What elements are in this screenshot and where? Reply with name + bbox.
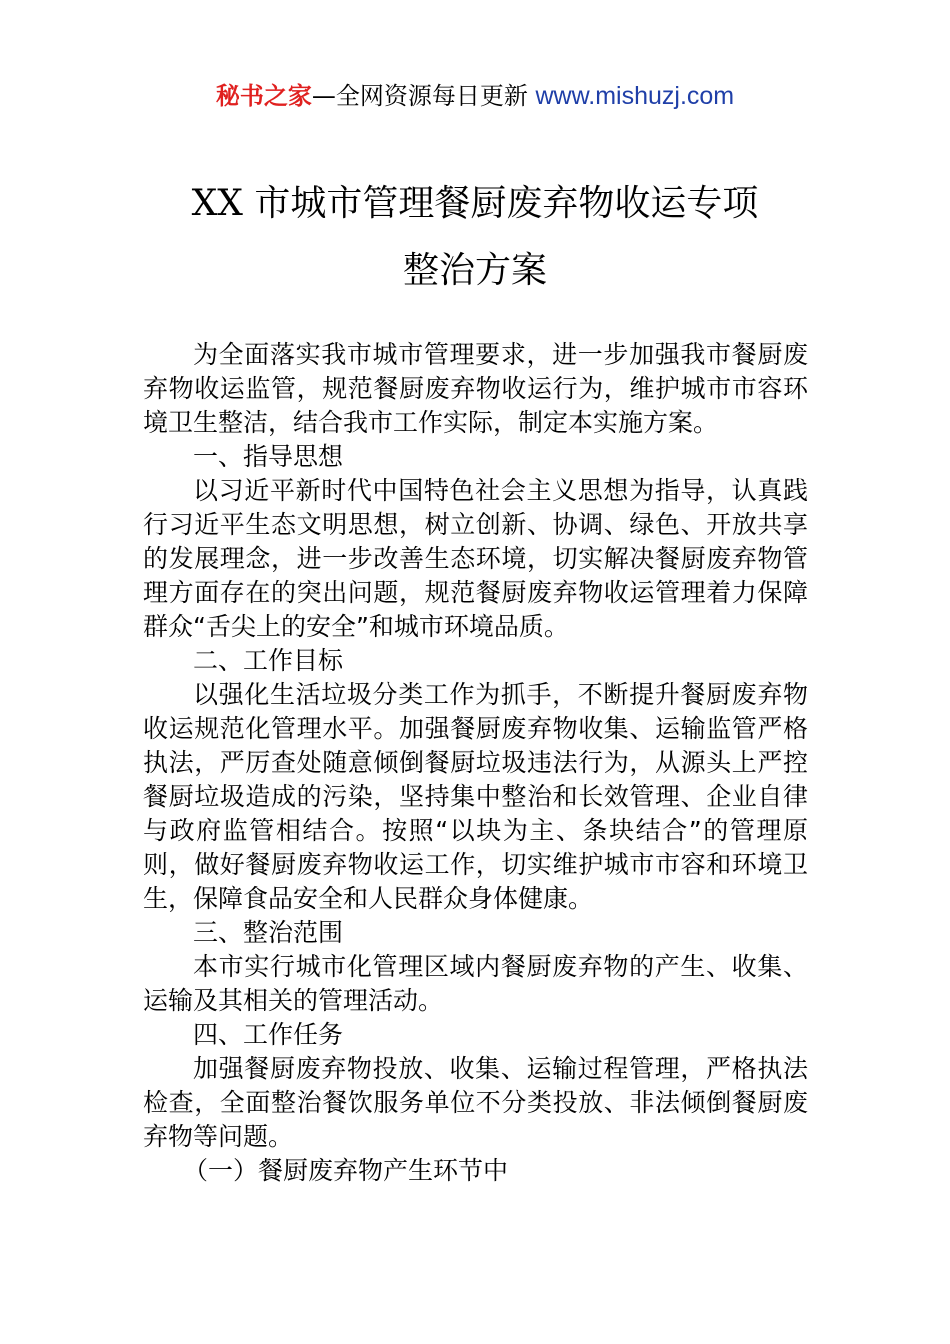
document-body [143, 338, 808, 1188]
subsection-heading-generation-stage: （一）餐厨废弃物产生环节中 [183, 1156, 509, 1185]
scope-paragraph: 本市实行城市化管理区域内餐厨废弃物的产生、收集、运输及其相关的管理活动。 [143, 952, 808, 1015]
section-heading-guiding-ideology: 一、指导思想 [193, 442, 344, 471]
site-url-link[interactable]: www.mishuzj.com [535, 82, 735, 110]
intro-paragraph: 为全面落实我市城市管理要求，进一步加强我市餐厨废弃物收运监管，规范餐厨废弃物收运行为，维护城市市容环境卫生整洁，结合我市工作实际，制定本实施方案。 [143, 340, 808, 437]
guiding-ideology-paragraph: 以习近平新时代中国特色社会主义思想为指导，认真践行习近平生态文明思想，树立创新、协调、绿色、开放共享的发展理念，进一步改善生态环境，切实解决餐厨废弃物管理方面存在的突出问题，规范餐厨废弃物收运管理着力保障群众“舌尖上的安全”和城市环境品质。 [143, 476, 808, 641]
section-heading-work-tasks: 四、工作任务 [193, 1020, 344, 1049]
document-title-line-2: 整治方案 [402, 250, 547, 291]
work-goals-paragraph: 以强化生活垃圾分类工作为抓手，不断提升餐厨废弃物收运规范化管理水平。加强餐厨废弃物收集、运输监管严格执法，严厉查处随意倾倒餐厨垃圾违法行为，从源头上严控餐厨垃圾造成的污染，坚持集中整治和长效管理、企业自律与政府监管相结合。按照“以块为主、条块结合”的管理原则，做好餐厨废弃物收运工作，切实维护城市市容和环境卫生，保障食品安全和人民群众身体健康。 [143, 680, 808, 913]
site-header [0, 78, 950, 114]
header-tagline: —全网资源每日更新 [311, 82, 536, 110]
work-tasks-paragraph: 加强餐厨废弃物投放、收集、运输过程管理，严格执法检查，全面整治餐饮服务单位不分类投放、非法倾倒餐厨废弃物等问题。 [143, 1054, 808, 1151]
section-heading-work-goals: 二、工作目标 [193, 646, 344, 675]
document-title-line-1: XX 市城市管理餐厨废弃物收运专项 [191, 183, 759, 224]
brand-name: 秘书之家 [215, 82, 312, 110]
section-heading-scope: 三、整治范围 [193, 918, 344, 947]
